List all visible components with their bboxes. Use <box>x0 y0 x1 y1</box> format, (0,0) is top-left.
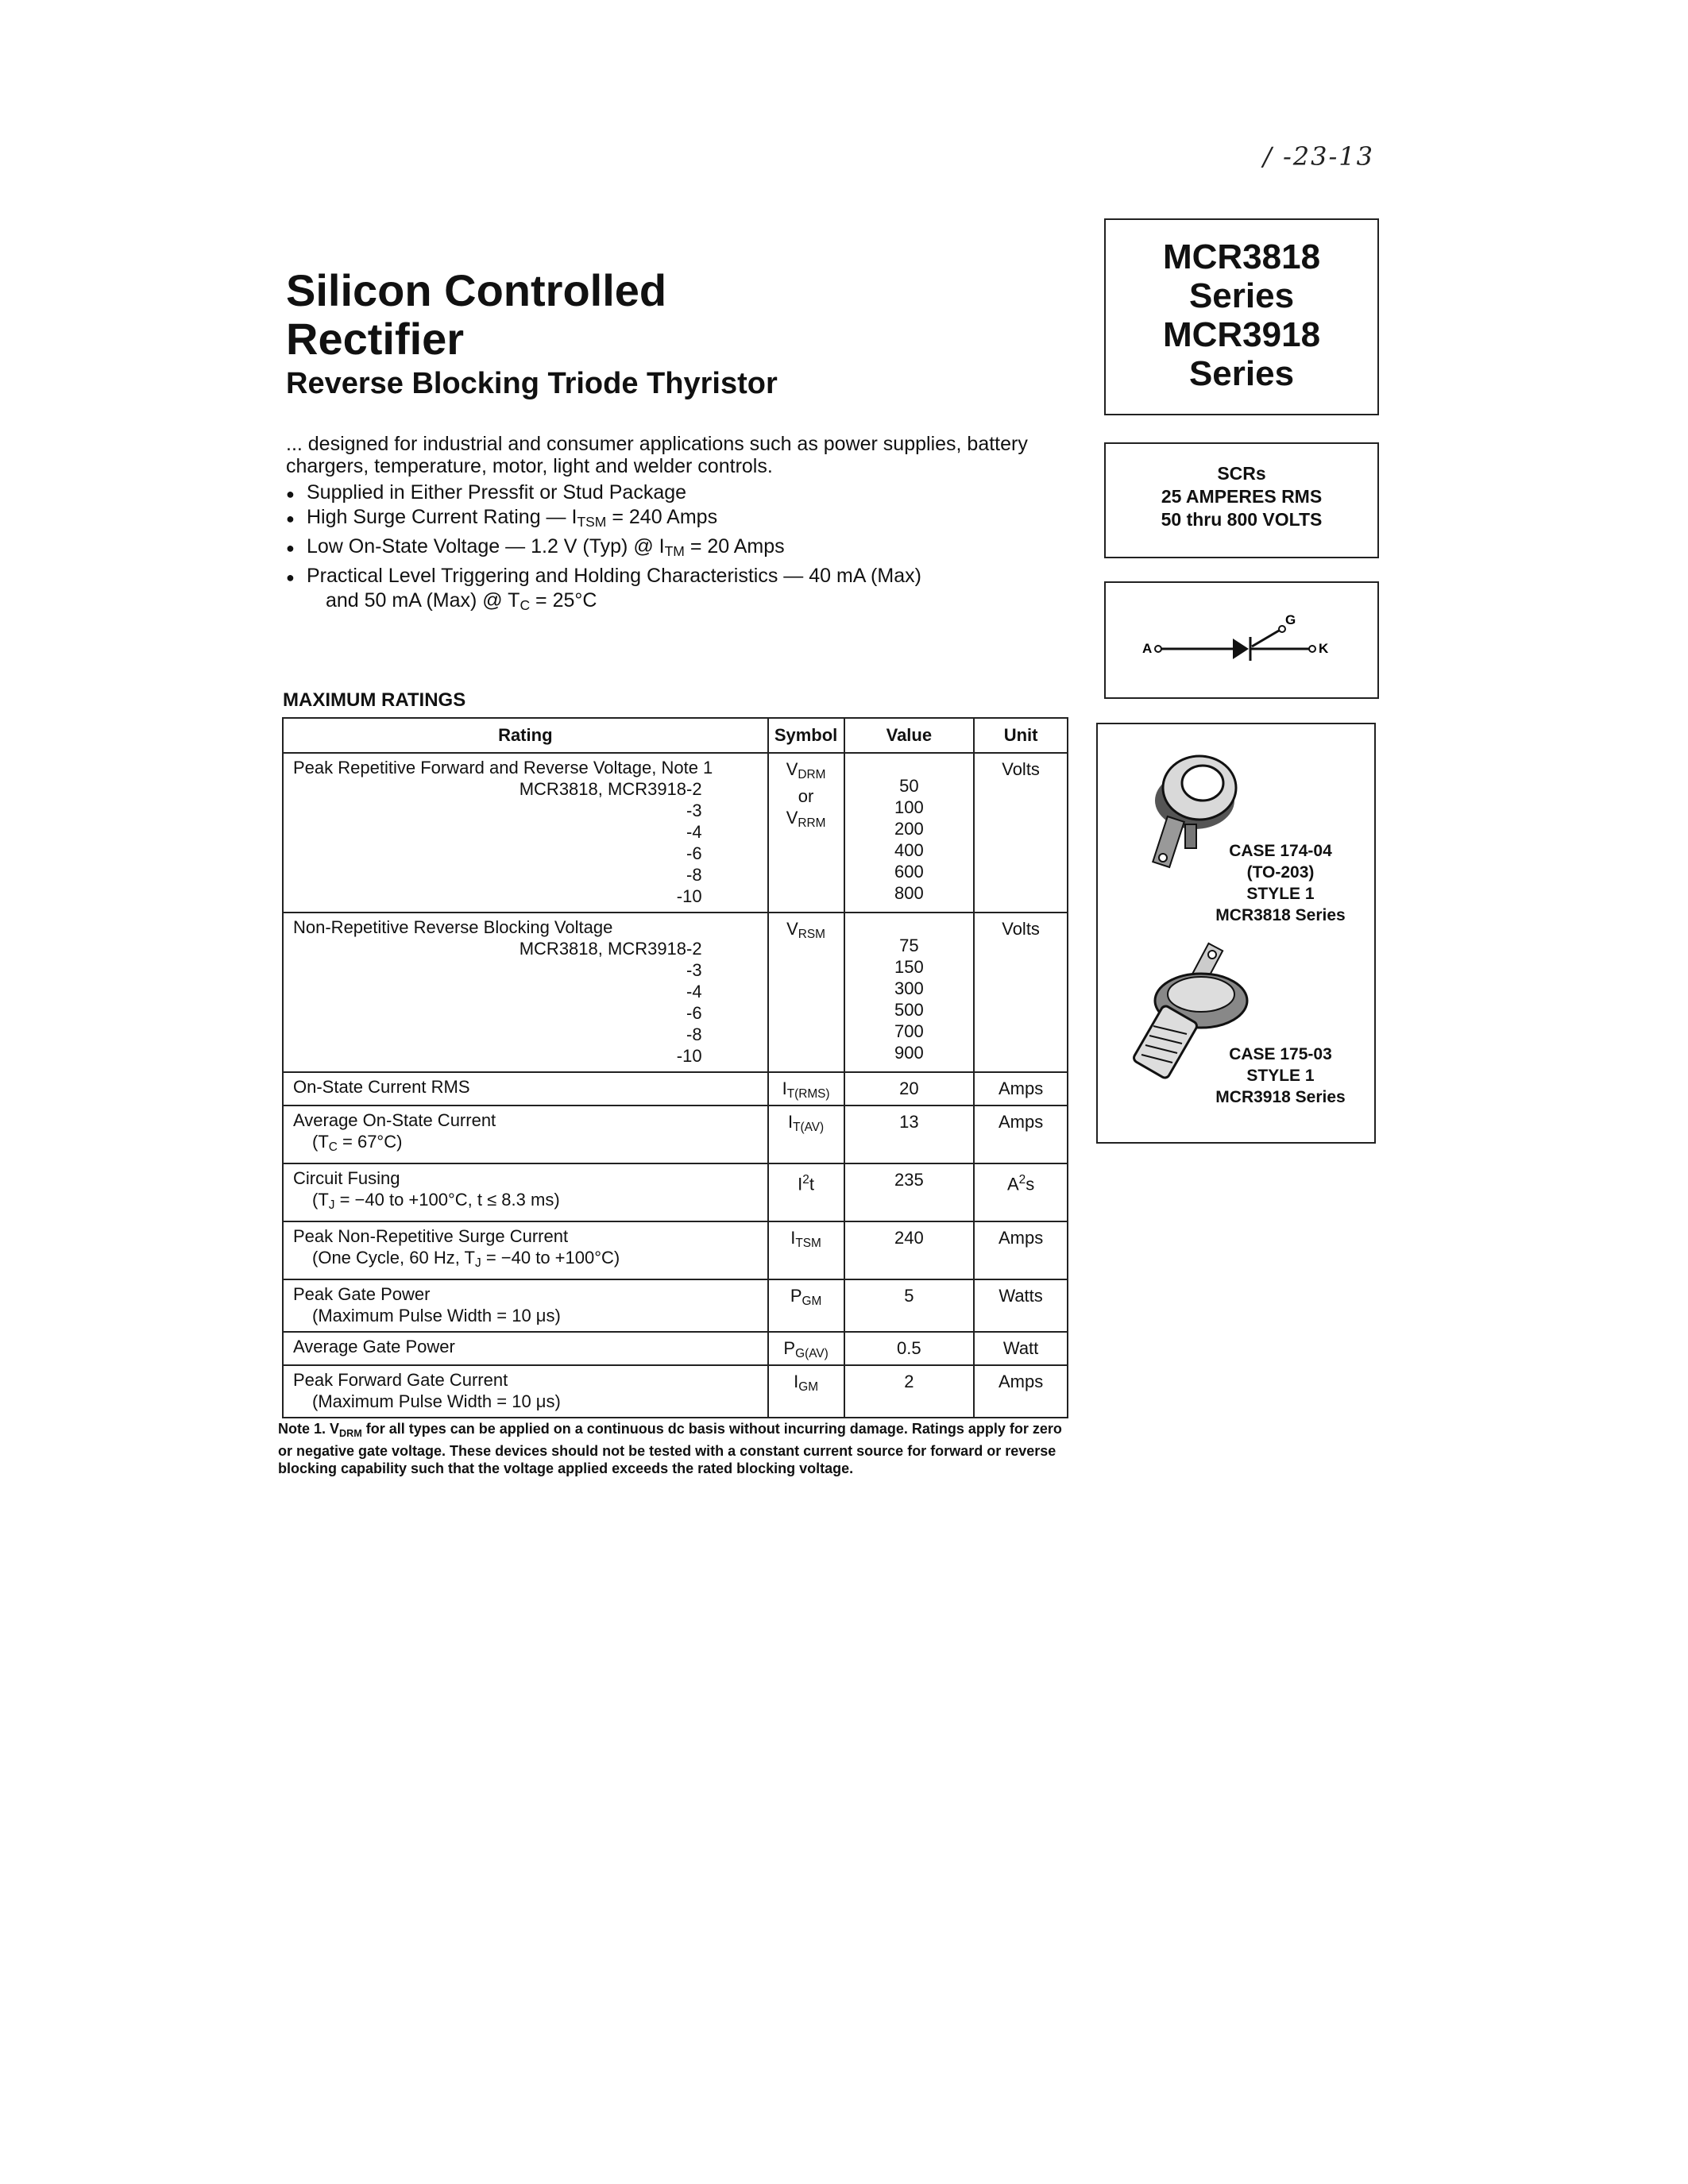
rating-title: Circuit Fusing <box>293 1168 400 1188</box>
case2-title: CASE 175-03 <box>1229 1045 1332 1063</box>
feature-item <box>286 480 1064 505</box>
thyristor-symbol-icon <box>1106 583 1377 697</box>
symbol-text: I <box>790 1228 796 1248</box>
feature-text: High Surge Current Rating — I <box>307 506 577 528</box>
unit-cell: Amps <box>974 1106 1068 1163</box>
header-symbol: Symbol <box>768 718 844 753</box>
device-label: -10 <box>676 1046 702 1066</box>
symbol-subscript: RSM <box>798 928 825 941</box>
table-row <box>283 1072 1068 1106</box>
value-text: 700 <box>894 1021 924 1041</box>
condition-subscript: J <box>475 1256 481 1270</box>
table-row <box>283 1332 1068 1365</box>
rating-condition: (Maximum Pulse Width = 10 μs) <box>312 1306 561 1325</box>
table-row <box>283 1163 1068 1221</box>
device-label: -4 <box>686 982 702 1001</box>
rating-cell <box>283 1365 768 1418</box>
page-title-line2: Rectifier <box>286 314 465 364</box>
rating-title: Average On-State Current <box>293 1110 496 1130</box>
table-header-row <box>283 718 1068 753</box>
gate-label: G <box>1285 612 1296 627</box>
rating-condition <box>293 1247 758 1274</box>
rating-cell <box>283 1072 768 1106</box>
rating-title: Average Gate Power <box>293 1337 455 1356</box>
feature-text: Practical Level Triggering and Holding Characteristics — 40 mA (Max) <box>307 565 921 587</box>
symbol-text: V <box>786 808 798 828</box>
rating-cell <box>283 1332 768 1365</box>
table-row <box>283 1365 1068 1418</box>
feature-item <box>286 564 1064 618</box>
maximum-ratings-table <box>282 717 1068 1418</box>
symbol-text: V <box>786 759 798 779</box>
rating-cell <box>283 1106 768 1163</box>
symbol-cell <box>768 1072 844 1106</box>
symbol-text: P <box>783 1338 796 1358</box>
device-label: MCR3818, MCR3918-2 <box>519 779 702 799</box>
value-text: 100 <box>894 797 924 817</box>
value-cell: 2 <box>844 1365 975 1418</box>
rating-condition: (Maximum Pulse Width = 10 μs) <box>312 1391 561 1411</box>
value-text: 400 <box>894 840 924 860</box>
unit-cell: Amps <box>974 1072 1068 1106</box>
header-rating: Rating <box>283 718 768 753</box>
condition-text: (T <box>312 1132 329 1152</box>
rating-title: Non-Repetitive Reverse Blocking Voltage <box>293 917 613 937</box>
footnote-label: Note 1. <box>278 1421 326 1437</box>
case1-title: CASE 174-04 <box>1229 842 1332 860</box>
scr-label: SCRs <box>1217 463 1266 484</box>
part-number: MCR3818 <box>1162 237 1321 276</box>
device-label: -6 <box>686 1003 702 1023</box>
rating-title: Peak Repetitive Forward and Reverse Voltage, Note 1 <box>293 758 713 778</box>
case2-series: MCR3918 Series <box>1215 1088 1346 1106</box>
feature-continuation <box>307 588 1064 618</box>
rating-title: Peak Gate Power <box>293 1284 431 1304</box>
table-row <box>283 1221 1068 1279</box>
symbol-cell <box>768 1163 844 1221</box>
scr-voltage: 50 thru 800 VOLTS <box>1161 509 1323 530</box>
rating-cell <box>283 1221 768 1279</box>
symbol-superscript: 2 <box>802 1173 809 1187</box>
symbol-text: I <box>798 1174 803 1194</box>
symbol-cell <box>768 1332 844 1365</box>
rating-cell <box>283 1163 768 1221</box>
symbol-cell <box>768 1106 844 1163</box>
header-value: Value <box>844 718 975 753</box>
condition-text: = 67°C) <box>337 1132 403 1152</box>
symbol-or: or <box>798 786 814 806</box>
value-text: 900 <box>894 1043 924 1063</box>
page-title-line1: Silicon Controlled <box>286 265 667 315</box>
value-text: 200 <box>894 819 924 839</box>
unit-text: s <box>1026 1174 1035 1194</box>
value-text: 600 <box>894 862 924 882</box>
value-cell: 235 <box>844 1163 975 1221</box>
condition-text: (T <box>312 1190 329 1210</box>
symbol-text: I <box>782 1078 787 1098</box>
rating-title: Peak Non-Repetitive Surge Current <box>293 1226 569 1246</box>
case2-style: STYLE 1 <box>1246 1067 1315 1085</box>
page-subtitle: Reverse Blocking Triode Thyristor <box>286 367 778 400</box>
value-cell: 240 <box>844 1221 975 1279</box>
feature-subscript: C <box>520 597 531 613</box>
symbol-subscript: TSM <box>795 1237 821 1250</box>
feature-item <box>286 534 1064 564</box>
device-label: -3 <box>686 801 702 820</box>
anode-label: A <box>1142 641 1153 656</box>
footnote-text: for all types can be applied on a continuous dc basis without incurring damage. Ratings apply for zero or negative gate voltage. These devices should not be tested with a constant current source for forward or reverse blocking capability such that the voltage applied exceeds the rated blocking voltage. <box>278 1421 1062 1476</box>
symbol-text: t <box>809 1174 814 1194</box>
device-label: -8 <box>686 1024 702 1044</box>
symbol-cell <box>768 753 844 913</box>
symbol-subscript: DRM <box>798 768 826 781</box>
unit-cell: Amps <box>974 1221 1068 1279</box>
table-row <box>283 1279 1068 1332</box>
value-text: 75 <box>899 936 919 955</box>
device-label: -8 <box>686 865 702 885</box>
unit-cell: Watts <box>974 1279 1068 1332</box>
scr-current: 25 AMPERES RMS <box>1161 486 1323 507</box>
condition-subscript: C <box>328 1140 338 1154</box>
cathode-label: K <box>1319 641 1329 656</box>
feature-text: = 240 Amps <box>606 506 718 528</box>
value-cell <box>844 753 975 913</box>
condition-text: = −40 to +100°C) <box>481 1248 620 1268</box>
value-text: 150 <box>894 957 924 977</box>
value-cell: 5 <box>844 1279 975 1332</box>
case1-package: (TO-203) <box>1246 863 1315 882</box>
condition-text: (One Cycle, 60 Hz, T <box>312 1248 475 1268</box>
value-cell: 13 <box>844 1106 975 1163</box>
table-row <box>283 913 1068 1072</box>
condition-text: = −40 to +100°C, t ≤ 8.3 ms) <box>334 1190 560 1210</box>
symbol-text: I <box>787 1112 794 1132</box>
unit-cell <box>974 1163 1068 1221</box>
value-text: 800 <box>894 883 924 903</box>
device-label: -3 <box>686 960 702 980</box>
feature-list <box>286 480 1064 618</box>
rating-cell <box>283 913 768 1072</box>
unit-cell: Amps <box>974 1365 1068 1418</box>
value-text: 50 <box>899 776 919 796</box>
table-row <box>283 753 1068 913</box>
symbol-subscript: T(AV) <box>793 1121 825 1134</box>
symbol-cell <box>768 1221 844 1279</box>
unit-text: A <box>1006 1174 1019 1194</box>
case1-series: MCR3818 Series <box>1215 906 1346 924</box>
part-number: MCR3918 <box>1162 315 1321 354</box>
symbol-subscript: G(AV) <box>795 1347 829 1360</box>
feature-subscript: TSM <box>577 514 607 530</box>
rating-title: On-State Current RMS <box>293 1077 470 1097</box>
condition-subscript: J <box>328 1198 335 1212</box>
footnote-subscript: DRM <box>339 1428 362 1439</box>
feature-text: = 20 Amps <box>684 535 785 558</box>
feature-text: Supplied in Either Pressfit or Stud Package <box>307 481 687 504</box>
feature-text: = 25°C <box>530 589 597 612</box>
value-text: 500 <box>894 1000 924 1020</box>
symbol-text: I <box>794 1372 799 1391</box>
feature-item <box>286 505 1064 534</box>
handwritten-note: / -23-13 <box>1263 141 1375 172</box>
device-label: MCR3818, MCR3918-2 <box>519 939 702 959</box>
feature-text: Low On-State Voltage — 1.2 V (Typ) @ I <box>307 535 665 558</box>
symbol-subscript: T(RMS) <box>786 1087 830 1101</box>
scr-symbol-box <box>1104 581 1379 699</box>
unit-superscript: 2 <box>1018 1173 1026 1187</box>
case1-style: STYLE 1 <box>1246 885 1315 903</box>
value-cell: 20 <box>844 1072 975 1106</box>
unit-text: Volts <box>1002 919 1040 939</box>
scr-summary-box <box>1104 442 1379 558</box>
unit-cell: Watt <box>974 1332 1068 1365</box>
rating-cell <box>283 753 768 913</box>
symbol-subscript: GM <box>798 1380 819 1394</box>
feature-text: and 50 mA (Max) @ T <box>326 589 520 612</box>
description: ... designed for industrial and consumer applications such as power supplies, battery chargers, temperature, motor, light and welder controls. <box>286 433 1028 477</box>
rating-condition <box>293 1189 758 1216</box>
rating-title: Peak Forward Gate Current <box>293 1370 508 1390</box>
symbol-cell <box>768 1365 844 1418</box>
value-cell <box>844 913 975 1072</box>
part-number-box <box>1104 218 1379 415</box>
rating-condition <box>293 1131 758 1158</box>
symbol-text: V <box>786 919 798 939</box>
maximum-ratings-heading: MAXIMUM RATINGS <box>283 689 466 711</box>
feature-subscript: TM <box>664 543 685 559</box>
device-label: -4 <box>686 822 702 842</box>
value-text: 300 <box>894 978 924 998</box>
symbol-cell <box>768 1279 844 1332</box>
symbol-text: P <box>790 1286 802 1306</box>
symbol-cell <box>768 913 844 1072</box>
device-label: -6 <box>686 843 702 863</box>
device-label: -10 <box>676 886 702 906</box>
symbol-subscript: RRM <box>798 816 826 830</box>
unit-text: Volts <box>1002 759 1040 779</box>
value-cell: 0.5 <box>844 1332 975 1365</box>
rating-cell <box>283 1279 768 1332</box>
unit-cell <box>974 913 1068 1072</box>
symbol-subscript: GM <box>802 1295 822 1308</box>
part-series: Series <box>1188 276 1295 315</box>
footnote <box>278 1420 1064 1477</box>
table-row <box>283 1106 1068 1163</box>
unit-cell <box>974 753 1068 913</box>
header-unit: Unit <box>974 718 1068 753</box>
footnote-symbol: V <box>330 1421 340 1437</box>
part-series: Series <box>1188 354 1295 393</box>
package-case-box <box>1096 723 1376 1144</box>
